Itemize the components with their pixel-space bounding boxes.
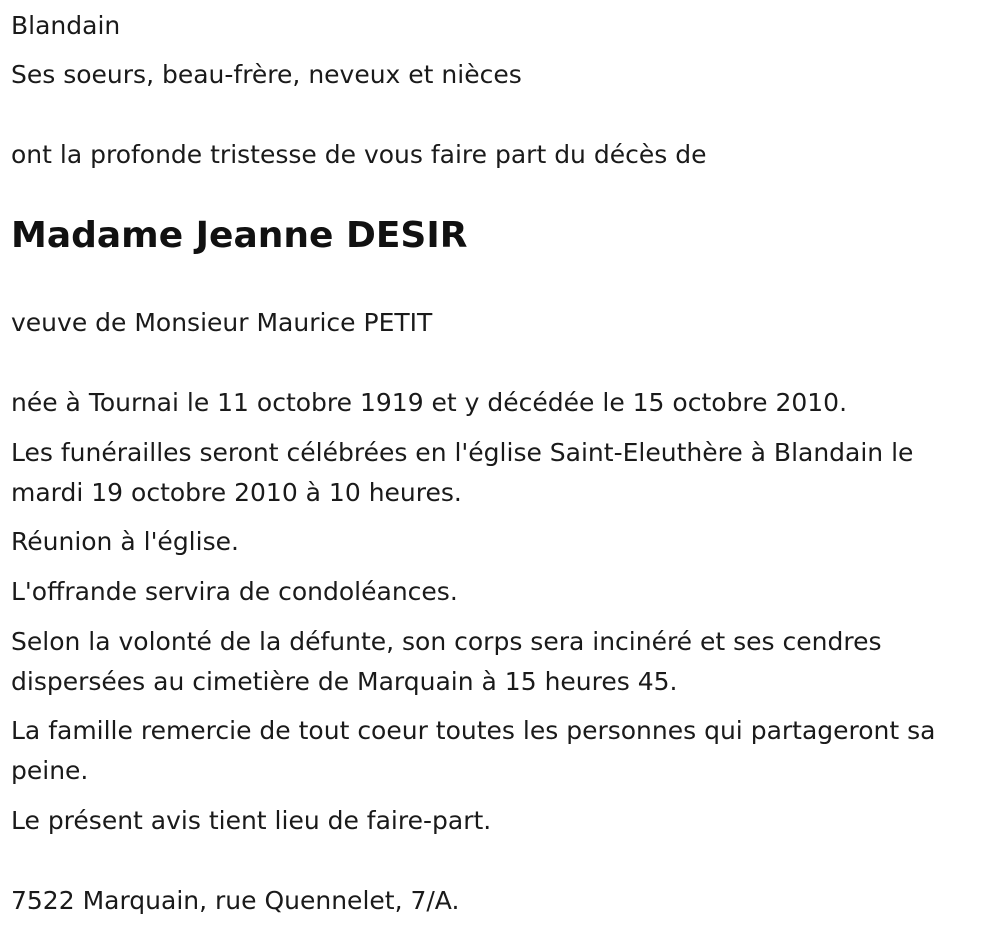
spouse-line: veuve de Monsieur Maurice PETIT: [11, 308, 433, 337]
place-line: Blandain: [11, 11, 121, 40]
address-line: 7522 Marquain, rue Quennelet, 7/A.: [11, 886, 460, 915]
family-line: Ses soeurs, beau-frère, neveux et nièces: [11, 60, 522, 89]
meeting-line: Réunion à l'église.: [11, 527, 239, 556]
cremation-paragraph: Selon la volonté de la défunte, son corps sera incinéré et ses cendres dispersées au cimetière de Marquain à 15 heures 45.: [11, 627, 882, 696]
deceased-name: Madame Jeanne DESIR: [11, 215, 468, 256]
announcement-line: ont la profonde tristesse de vous faire part du décès de: [11, 140, 707, 169]
birth-death-line: née à Tournai le 11 octobre 1919 et y décédée le 15 octobre 2010.: [11, 388, 848, 417]
thanks-paragraph: La famille remercie de tout coeur toutes les personnes qui partageront sa peine.: [11, 716, 936, 785]
offering-line: L'offrande servira de condoléances.: [11, 577, 458, 606]
closing-line: Le présent avis tient lieu de faire-part.: [11, 806, 492, 835]
funeral-paragraph: Les funérailles seront célébrées en l'église Saint-Eleuthère à Blandain le mardi 19 octobre 2010 à 10 heures.: [11, 438, 914, 507]
